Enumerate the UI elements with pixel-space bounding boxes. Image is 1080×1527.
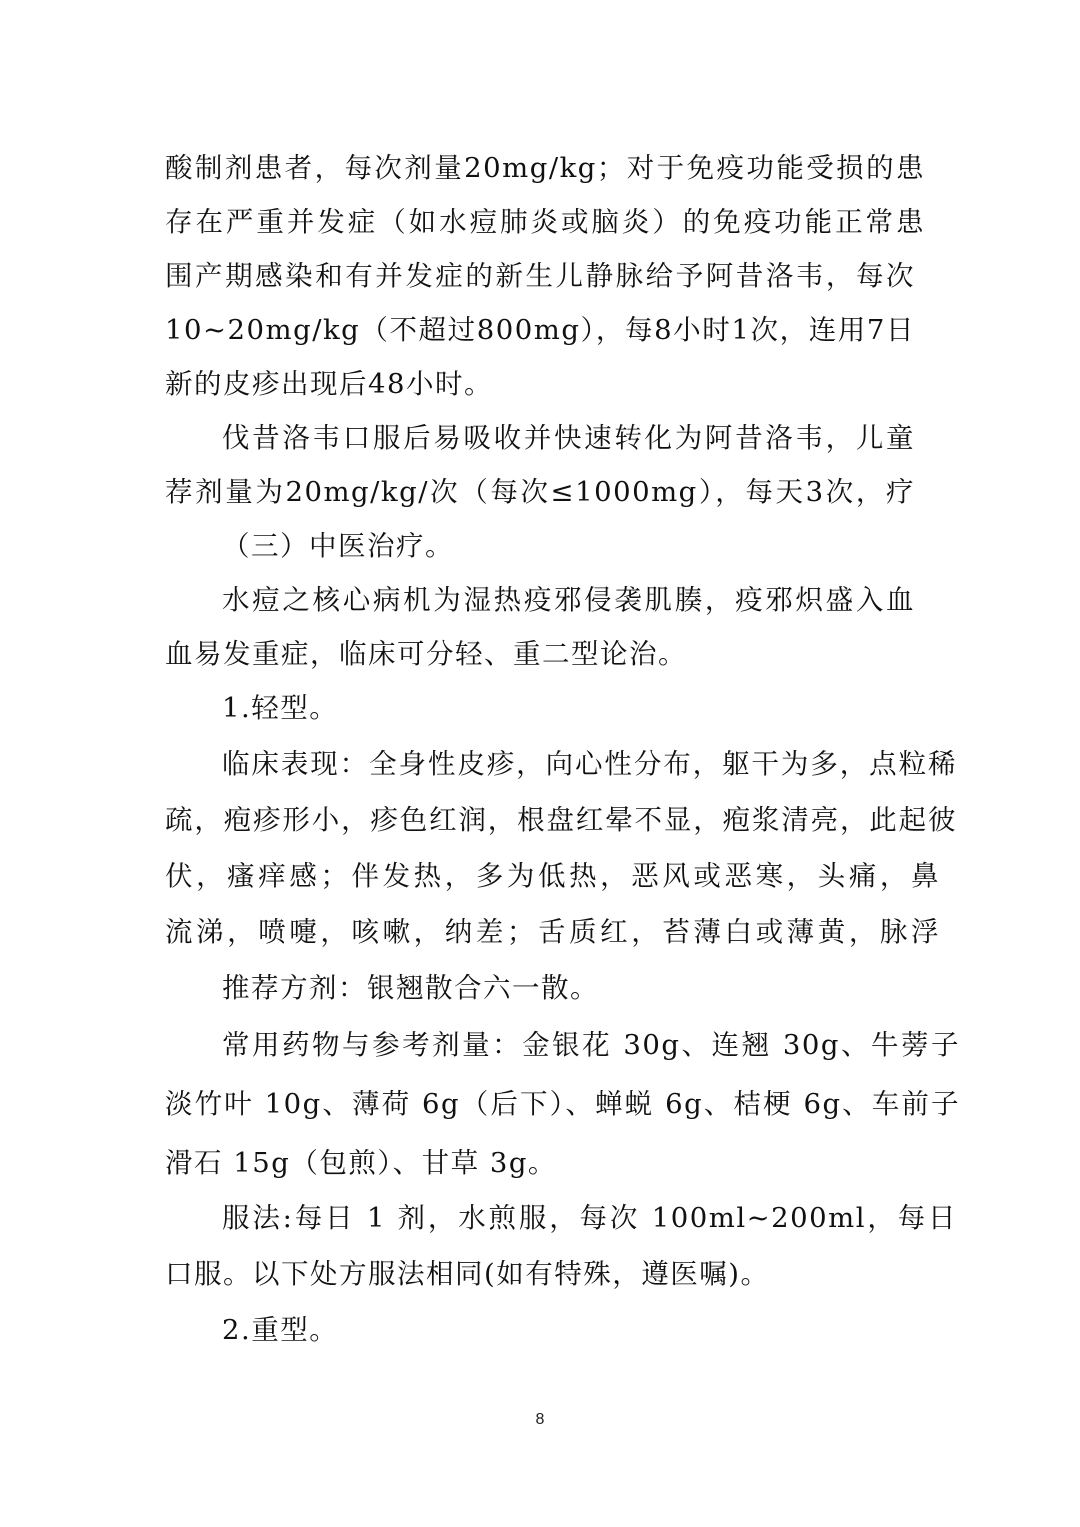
text-line-14: 伏，瘙痒感；伴发热，多为低热，恶风或恶寒，头痛，鼻 bbox=[165, 860, 940, 892]
text-line-9: 水痘之核心病机为湿热疫邪侵袭肌腠，疫邪炽盛入血 bbox=[222, 584, 915, 616]
subheading-mild: 1.轻型。 bbox=[222, 692, 339, 724]
text-line-1: 酸制剂患者，每次剂量20mg/kg；对于免疫功能受损的患 bbox=[165, 152, 925, 184]
text-line-5: 新的皮疹出现后48小时。 bbox=[165, 368, 493, 400]
section-heading-3: （三）中医治疗。 bbox=[222, 530, 454, 562]
text-line-21: 口服。以下处方服法相同(如有特殊，遵医嘱)。 bbox=[165, 1258, 770, 1290]
text-line-15: 流涕，喷嚏，咳嗽，纳差；舌质红，苔薄白或薄黄，脉浮 bbox=[165, 916, 940, 948]
text-line-3: 围产期感染和有并发症的新生儿静脉给予阿昔洛韦，每次 bbox=[165, 260, 915, 292]
text-line-13: 疏，疱疹形小，疹色红润，根盘红晕不显，疱浆清亮，此起彼 bbox=[165, 804, 957, 836]
text-line-4: 10~20mg/kg（不超过800mg），每8小时1次，连用7日 bbox=[165, 314, 915, 346]
text-line-18: 淡竹叶 10g、薄荷 6g（后下）、蝉蜕 6g、桔梗 6g、车前子 bbox=[165, 1088, 960, 1120]
text-line-2: 存在严重并发症（如水痘肺炎或脑炎）的免疫功能正常患 bbox=[165, 206, 925, 238]
text-line-6: 伐昔洛韦口服后易吸收并快速转化为阿昔洛韦，儿童 bbox=[222, 422, 915, 454]
text-line-7: 荐剂量为20mg/kg/次（每次≤1000mg），每天3次，疗 bbox=[165, 476, 915, 508]
subheading-severe: 2.重型。 bbox=[222, 1314, 339, 1346]
text-line-10: 血易发重症，临床可分轻、重二型论治。 bbox=[165, 638, 687, 670]
text-line-20: 服法:每日 1 剂，水煎服，每次 100ml~200ml，每日 bbox=[222, 1202, 957, 1234]
page-number: 8 bbox=[535, 1411, 545, 1428]
text-line-19: 滑石 15g（包煎）、甘草 3g。 bbox=[165, 1147, 557, 1179]
text-line-16: 推荐方剂：银翘散合六一散。 bbox=[222, 972, 599, 1004]
text-line-17: 常用药物与参考剂量：金银花 30g、连翘 30g、牛蒡子 bbox=[222, 1029, 960, 1061]
text-line-12: 临床表现：全身性皮疹，向心性分布，躯干为多，点粒稀 bbox=[222, 748, 957, 780]
